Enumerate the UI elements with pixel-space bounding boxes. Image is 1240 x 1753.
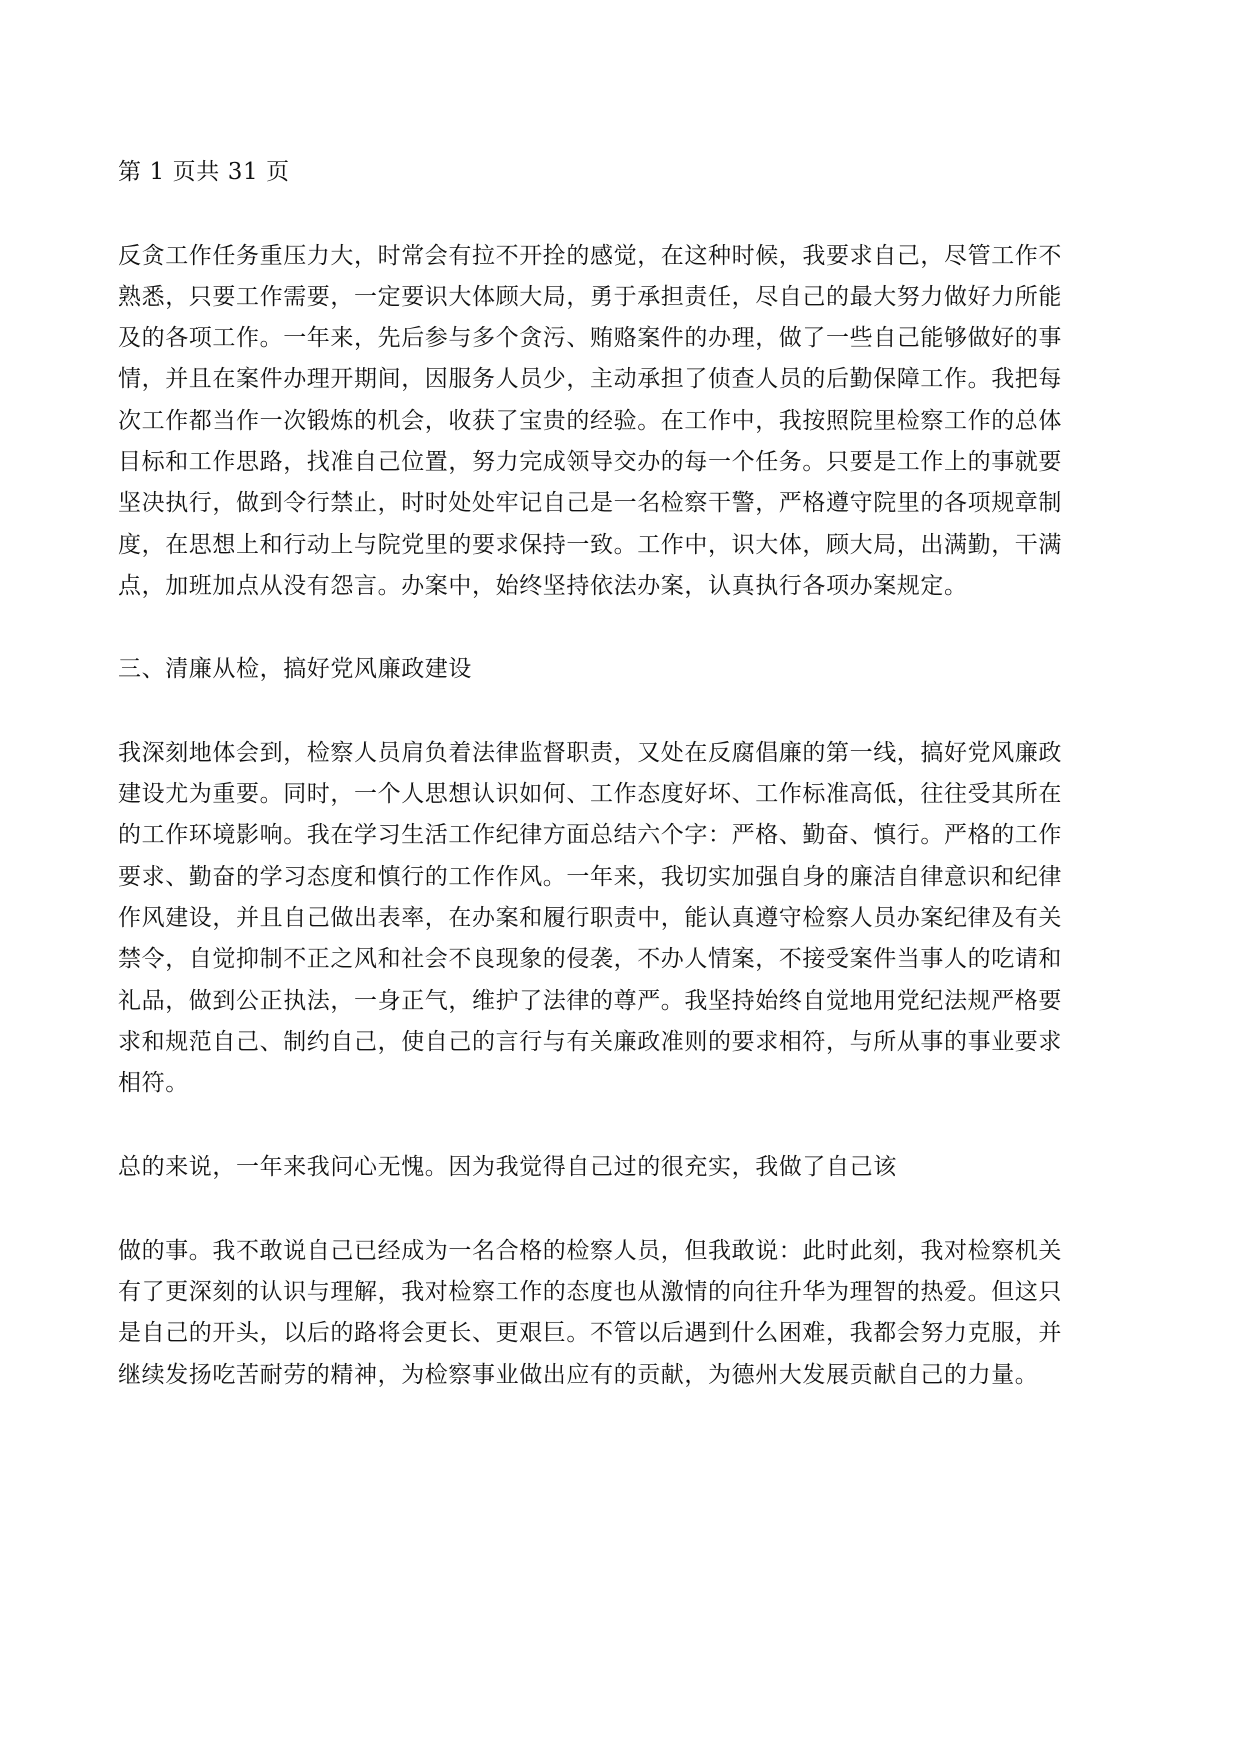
paragraph-1-line-8: 度，在思想上和行动上与院党里的要求保持一致。工作中，识大体，顾大局，出满勤，干满 [118,532,1062,558]
paragraph-5-line-3: 是自己的开头，以后的路将会更长、更艰巨。不管以后遇到什么困难，我都会努力克服，并 [118,1320,1062,1346]
paragraph-3-line-6: 禁令，自觉抑制不正之风和社会不良现象的侵袭，不办人情案，不接受案件当事人的吃请和 [118,946,1062,972]
paragraph-3-line-2: 建设尤为重要。同时，一个人思想认识如何、工作态度好坏、工作标准高低，往往受其所在 [118,781,1062,807]
paragraph-3-line-3: 的工作环境影响。我在学习生活工作纪律方面总结六个字：严格、勤奋、慎行。严格的工作 [118,822,1062,848]
paragraph-1-line-7: 坚决执行，做到令行禁止，时时处处牢记自己是一名检察干警，严格遵守院里的各项规章制 [118,490,1062,516]
paragraph-3-line-9: 相符。 [118,1070,189,1096]
paragraph-5-line-1: 做的事。我不敢说自己已经成为一名合格的检察人员，但我敢说：此时此刻，我对检察机关 [118,1238,1062,1264]
paragraph-5-line-2: 有了更深刻的认识与理解，我对检察工作的态度也从激情的向往升华为理智的热爱。但这只 [118,1279,1062,1305]
paragraph-1-line-3: 及的各项工作。一年来，先后参与多个贪污、贿赂案件的办理，做了一些自己能够做好的事 [118,325,1062,351]
page-number-header: 第 1 页共 31 页 [118,159,290,185]
paragraph-3-line-4: 要求、勤奋的学习态度和慎行的工作作风。一年来，我切实加强自身的廉洁自律意识和纪律 [118,864,1062,890]
paragraph-1-line-1: 反贪工作任务重压力大，时常会有拉不开拴的感觉，在这种时候，我要求自己，尽管工作不 [118,243,1062,269]
paragraph-1-line-5: 次工作都当作一次锻炼的机会，收获了宝贵的经验。在工作中，我按照院里检察工作的总体 [118,408,1062,434]
paragraph-3-line-7: 礼品，做到公正执法，一身正气，维护了法律的尊严。我坚持始终自觉地用党纪法规严格要 [118,988,1062,1014]
paragraph-1-line-6: 目标和工作思路，找准自己位置，努力完成领导交办的每一个任务。只要是工作上的事就要 [118,449,1062,475]
paragraph-4-line-1: 总的来说，一年来我问心无愧。因为我觉得自己过的很充实，我做了自己该 [118,1154,897,1180]
paragraph-3-line-1: 我深刻地体会到，检察人员肩负着法律监督职责，又处在反腐倡廉的第一线，搞好党风廉政 [118,740,1062,766]
paragraph-1-line-4: 情，并且在案件办理开期间，因服务人员少，主动承担了侦查人员的后勤保障工作。我把每 [118,366,1062,392]
paragraph-5-line-4: 继续发扬吃苦耐劳的精神，为检察事业做出应有的贡献，为德州大发展贡献自己的力量。 [118,1362,1039,1388]
paragraph-1-line-9: 点，加班加点从没有怨言。办案中，始终坚持依法办案，认真执行各项办案规定。 [118,573,968,599]
paragraph-3-line-5: 作风建设，并且自己做出表率，在办案和履行职责中，能认真遵守检察人员办案纪律及有关 [118,905,1062,931]
paragraph-3-line-8: 求和规范自己、制约自己，使自己的言行与有关廉政准则的要求相符，与所从事的事业要求 [118,1029,1062,1055]
section-heading: 三、清廉从检，搞好党风廉政建设 [118,656,472,682]
paragraph-1-line-2: 熟悉，只要工作需要，一定要识大体顾大局，勇于承担责任，尽自己的最大努力做好力所能 [118,284,1062,310]
